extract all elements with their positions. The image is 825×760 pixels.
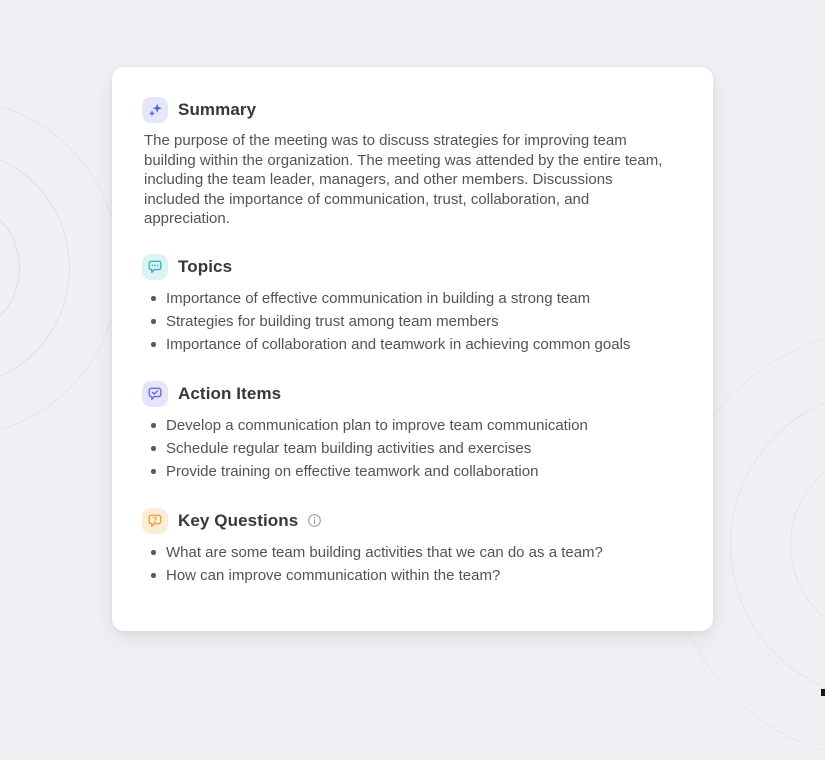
topics-list: [142, 287, 683, 356]
chat-check-icon: [142, 381, 168, 407]
action-items-list: [142, 414, 683, 483]
decorative-circle: [730, 390, 825, 700]
decorative-circle: [790, 450, 825, 640]
meeting-summary-card: [112, 67, 713, 631]
summary-paragraph: The purpose of the meeting was to discuss strategies for improving team building within the organization. The meeting was attended by the entire team, including the team leader, managers, and other members. Discussions included the importance of communication, trust, collaboration, and appreciation.: [144, 132, 667, 227]
section-title-key-questions: Key Questions: [178, 510, 299, 530]
section-title-topics: Topics: [178, 256, 233, 276]
list-item: Schedule regular team building activities and exercises: [142, 437, 644, 460]
list-item: Importance of collaboration and teamwork in achieving common goals: [142, 333, 644, 356]
list-item: How can improve communication within the team?: [142, 564, 644, 587]
topics-section: [142, 254, 683, 356]
decorative-circle: [0, 198, 20, 338]
topics-header: [142, 254, 683, 280]
section-title-summary: Summary: [178, 100, 257, 119]
list-item: Importance of effective communication in building a strong team: [142, 287, 644, 310]
decorative-circle: [0, 98, 120, 438]
sparkles-icon: [142, 97, 168, 123]
corner-artifact: [821, 689, 825, 696]
chat-question-icon: [142, 508, 168, 534]
list-item: Develop a communication plan to improve team communication: [142, 414, 644, 437]
decorative-circle: [0, 148, 70, 388]
key-questions-header: [142, 508, 683, 534]
action-items-header: [142, 381, 683, 407]
summary-header: [142, 97, 683, 123]
list-item: Provide training on effective teamwork and collaboration: [142, 460, 644, 483]
chat-dots-icon: [142, 254, 168, 280]
section-title-action-items: Action Items: [178, 383, 282, 403]
key-questions-section: [142, 508, 683, 587]
svg-text:?: ?: [152, 514, 158, 524]
info-icon[interactable]: [307, 513, 322, 528]
action-items-section: [142, 381, 683, 483]
key-questions-list: [142, 541, 683, 587]
list-item: What are some team building activities that we can do as a team?: [142, 541, 644, 564]
summary-section: [142, 97, 683, 229]
list-item: Strategies for building trust among team members: [142, 310, 644, 333]
